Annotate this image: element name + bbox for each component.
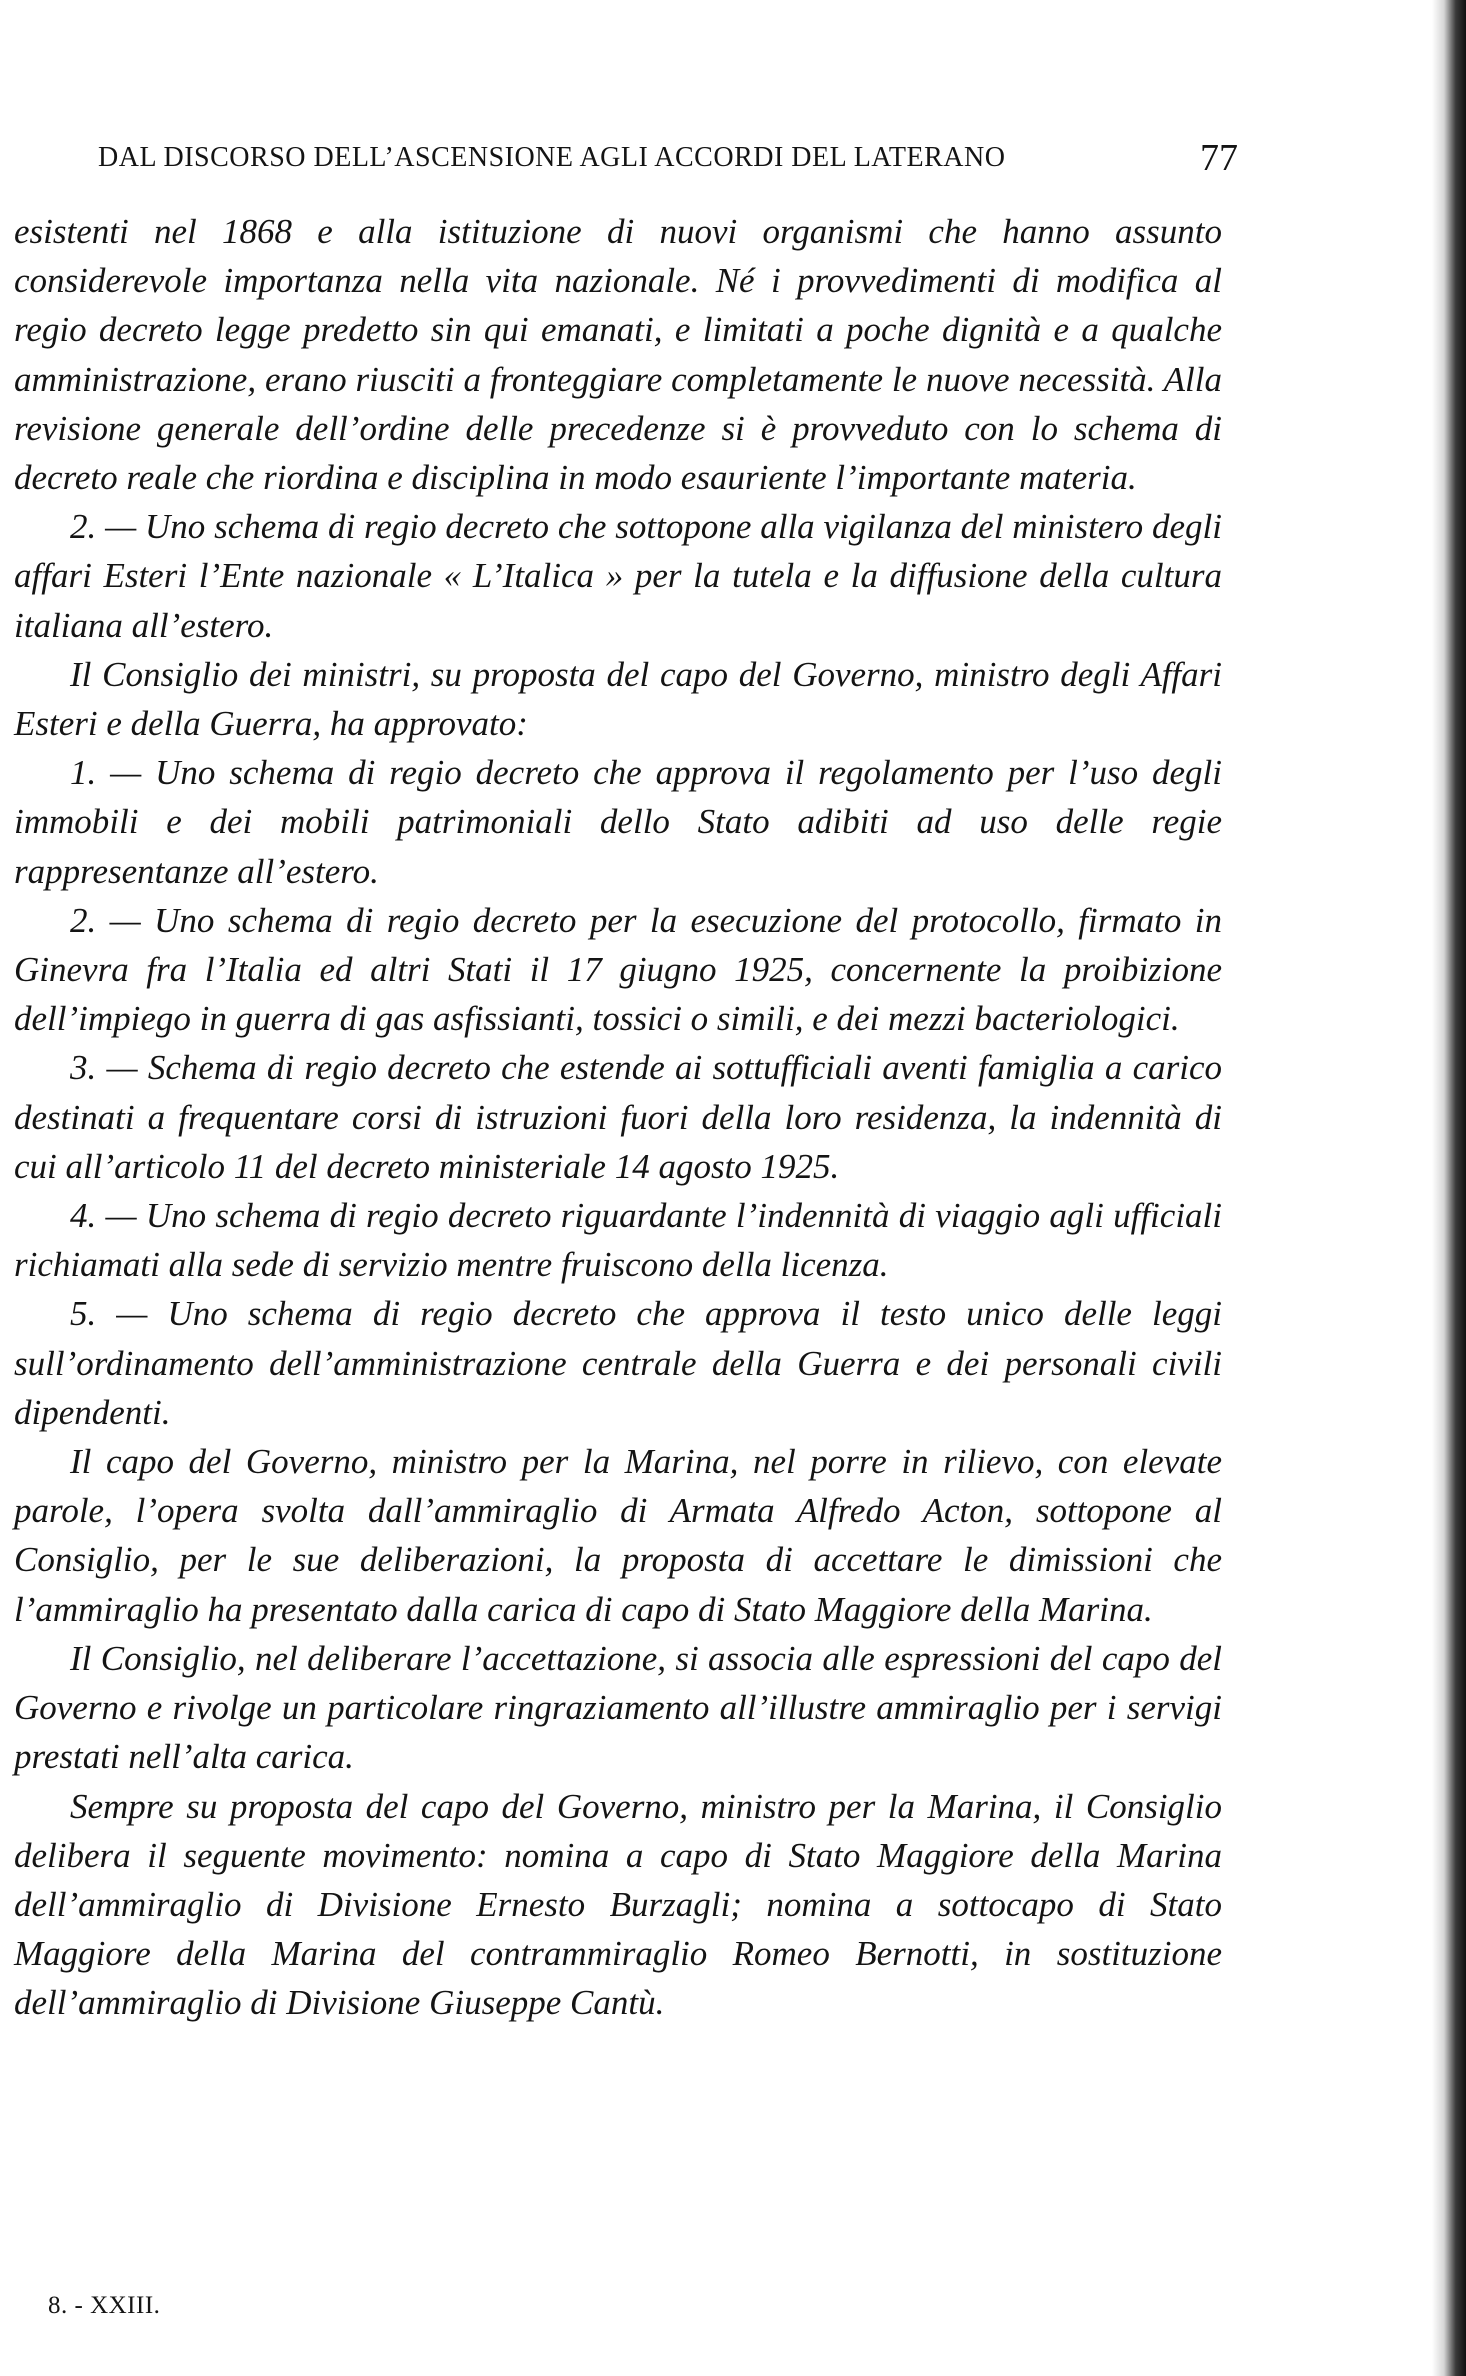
paragraph: 2. — Uno schema di regio decreto per la esecuzione del protocollo, firmato in Ginevra fra l’Italia ed altri Stati il 17 giugno 1925, concernente la proibizione dell’impiego in guerra di gas asfissianti, tossici o simili, e dei mezzi bacteriologici.	[14, 900, 1222, 1039]
paragraph: esistenti nel 1868 e alla istituzione di nuovi organismi che hanno assunto considerevole importanza nella vita nazionale. Né i provvedimenti di modifica al regio decreto legge predetto sin qui emanati, e limitati a poche dignità e a qualche amministrazione, erano riusciti a fronteggiare completamente le nuove necessità. Alla revisione generale dell’ordine delle precedenze si è provveduto con lo schema di decreto reale che riordina e disciplina in modo esauriente l’importante materia.	[14, 212, 1222, 498]
paragraph: Il Consiglio, nel deliberare l’accettazione, si associa alle espressioni del capo del Governo e rivolge un particolare ringraziamento all’illustre ammiraglio per i servigi prestati nell’alta carica.	[14, 1638, 1222, 1777]
paragraph: 3. — Schema di regio decreto che estende ai sottufficiali aventi famiglia a carico destinati a frequentare corsi di istruzioni fuori della loro residenza, la indennità di cui all’articolo 11 del decreto ministeriale 14 agosto 1925.	[14, 1048, 1222, 1186]
printer-signature-mark: 8. - XXIII.	[48, 2292, 161, 2319]
paragraph: Il capo del Governo, ministro per la Marina, nel porre in rilievo, con elevate parole, l’opera svolta dall’ammiraglio di Armata Alfredo Acton, sottopone al Consiglio, per le sue deliberazioni, la proposta di accettare le dimissioni che l’ammiraglio ha presentato dalla carica di capo di Stato Maggiore della Marina.	[14, 1442, 1222, 1629]
paragraph: 2. — Uno schema di regio decreto che sottopone alla vigilanza del ministero degli affari Esteri l’Ente nazionale « L’Italica » per la tutela e la diffusione della cultura italiana all’estero.	[14, 507, 1222, 645]
paragraph: Sempre su proposta del capo del Governo, ministro per la Marina, il Consiglio delibera il seguente movimento: nomina a capo di Stato Maggiore della Marina dell’ammiraglio di Divisione Ernesto Burzagli; nomina a sottocapo di Stato Maggiore della Marina del contrammiraglio Romeo Bernotti, in sostituzione dell’ammiraglio di Divisione Giuseppe Cantù.	[14, 1786, 1222, 2023]
body-text	[14, 207, 1222, 2028]
paragraph: 1. — Uno schema di regio decreto che approva il regolamento per l’uso degli immobili e dei mobili patrimoniali dello Stato adibiti ad uso delle regie rappresentanze all’estero.	[14, 753, 1222, 891]
paragraph: 5. — Uno schema di regio decreto che approva il testo unico delle leggi sull’ordinamento dell’amministrazione centrale della Guerra e dei personali civili dipendenti.	[14, 1294, 1222, 1432]
page-number: 77	[1200, 137, 1238, 179]
binding-edge	[1432, 0, 1466, 2376]
paragraph: Il Consiglio dei ministri, su proposta del capo del Governo, ministro degli Affari Esteri e della Guerra, ha approvato:	[14, 654, 1222, 744]
running-head: DAL DISCORSO DELL’ASCENSIONE AGLI ACCORDI DEL LATERANO	[98, 142, 1006, 173]
page-header	[98, 136, 1238, 186]
paragraph: 4. — Uno schema di regio decreto riguardante l’indennità di viaggio agli ufficiali richiamati alla sede di servizio mentre fruiscono della licenza.	[14, 1196, 1222, 1285]
